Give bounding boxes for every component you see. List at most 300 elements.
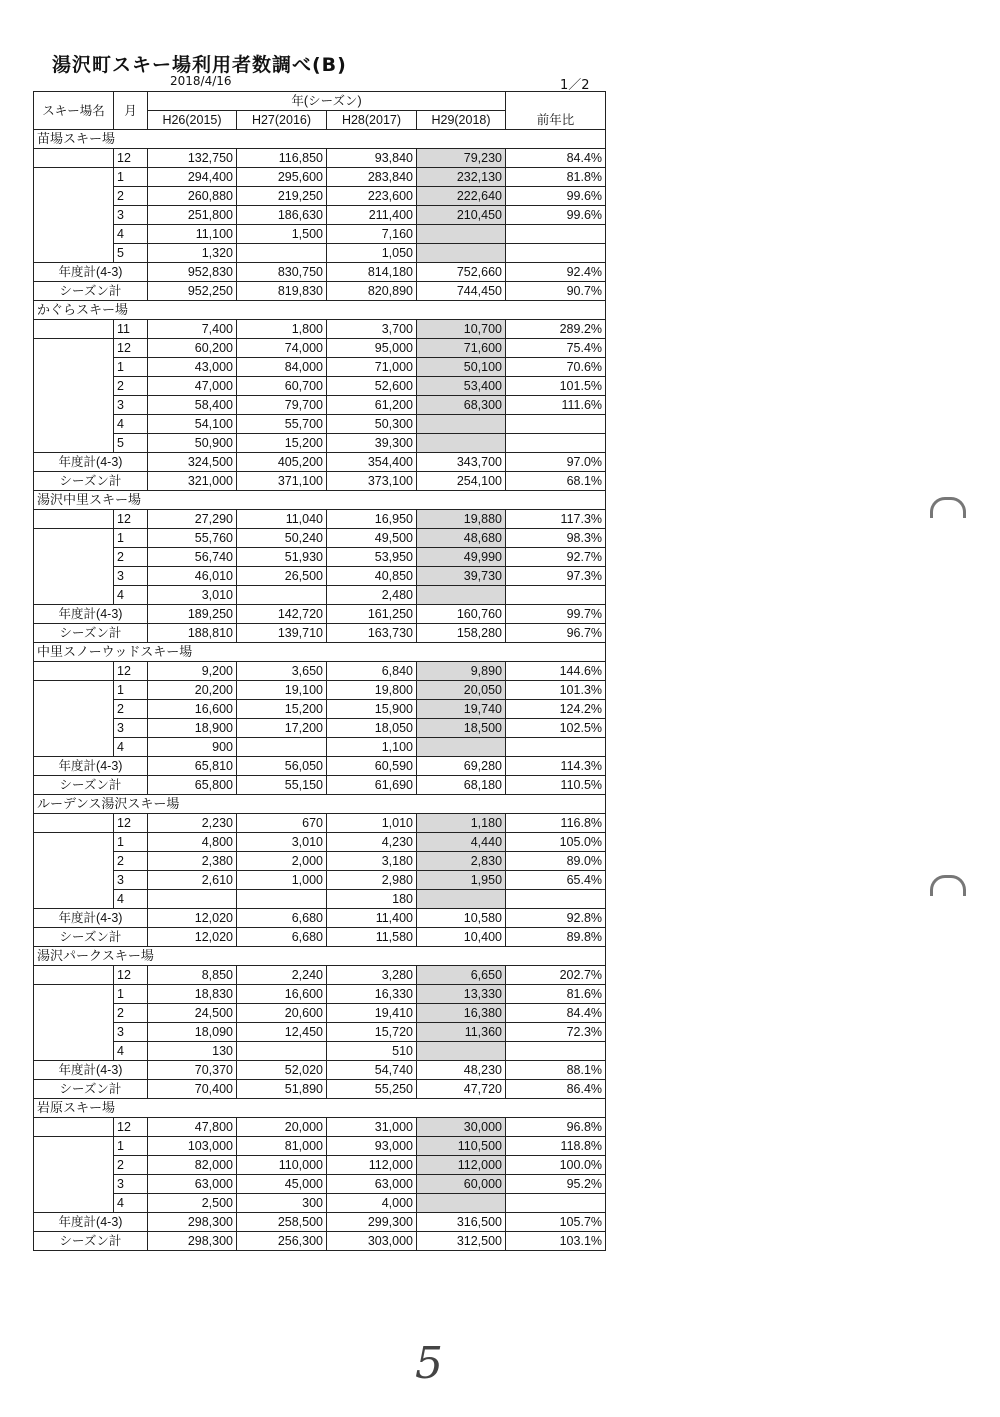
blank-cell [327,947,417,966]
total-cell: 163,730 [327,624,417,643]
total-cell: 158,280 [417,624,506,643]
total-cell: 139,710 [237,624,327,643]
month-row [34,586,606,605]
ratio-cell: 84.4% [506,149,606,168]
count-cell: 93,840 [327,149,417,168]
count-cell: 15,900 [327,700,417,719]
resort-spacer-cell [34,586,114,605]
count-cell: 110,500 [417,1137,506,1156]
count-cell: 27,290 [148,510,237,529]
count-cell: 1,100 [327,738,417,757]
blank-cell [417,795,506,814]
count-cell: 20,050 [417,681,506,700]
month-cell: 3 [114,206,148,225]
total-cell: 258,500 [237,1213,327,1232]
count-cell [237,244,327,263]
resort-name: 湯沢パークスキー場 [34,947,114,966]
month-cell: 5 [114,244,148,263]
total-cell: 298,300 [148,1232,237,1251]
header-resort: スキー場名 [34,92,114,130]
ski-usage-table [33,91,606,1251]
blank-cell [506,130,606,149]
fiscal-total-label: 年度計(4-3) [34,1213,148,1232]
count-cell: 2,980 [327,871,417,890]
ratio-cell [506,1194,606,1213]
blank-cell [114,1099,148,1118]
count-cell: 180 [327,890,417,909]
count-cell: 16,330 [327,985,417,1004]
count-cell: 19,100 [237,681,327,700]
report-date: 2018/4/16 [170,74,232,88]
resort-spacer-cell [34,833,114,852]
month-cell: 1 [114,1137,148,1156]
count-cell: 13,330 [417,985,506,1004]
ratio-cell: 101.5% [506,377,606,396]
count-cell [417,244,506,263]
ratio-cell [506,415,606,434]
count-cell: 11,100 [148,225,237,244]
count-cell: 47,000 [148,377,237,396]
ratio-cell: 75.4% [506,339,606,358]
fiscal-total-row [34,453,606,472]
resort-spacer-cell [34,567,114,586]
handwritten-page-mark: 5 [415,1338,443,1389]
total-cell: 56,050 [237,757,327,776]
blank-cell [506,947,606,966]
ratio-cell [506,244,606,263]
blank-cell [237,1099,327,1118]
resort-spacer-cell [34,1023,114,1042]
count-cell: 50,240 [237,529,327,548]
resort-header-row [34,947,606,966]
season-total-row [34,928,606,947]
header-year: H29(2018) [417,111,506,130]
header-ratio: 前年比 [506,111,606,130]
resort-spacer-cell [34,814,114,833]
count-cell [417,1194,506,1213]
count-cell: 3,650 [237,662,327,681]
count-cell: 40,850 [327,567,417,586]
count-cell [237,1042,327,1061]
count-cell: 11,360 [417,1023,506,1042]
ratio-cell: 97.3% [506,567,606,586]
month-row [34,1156,606,1175]
resort-name: 苗場スキー場 [34,130,114,149]
count-cell: 9,200 [148,662,237,681]
resort-spacer-cell [34,149,114,168]
count-cell: 17,200 [237,719,327,738]
resort-spacer-cell [34,700,114,719]
count-cell: 39,730 [417,567,506,586]
blank-cell [506,491,606,510]
total-cell: 161,250 [327,605,417,624]
total-cell: 65,810 [148,757,237,776]
blank-cell [148,130,237,149]
ratio-cell: 89.0% [506,852,606,871]
count-cell: 19,410 [327,1004,417,1023]
resort-spacer-cell [34,396,114,415]
ratio-cell: 124.2% [506,700,606,719]
month-cell: 3 [114,1175,148,1194]
month-row [34,510,606,529]
fiscal-total-row [34,757,606,776]
ratio-cell: 110.5% [506,776,606,795]
ratio-cell: 99.7% [506,605,606,624]
month-cell: 5 [114,434,148,453]
total-cell: 343,700 [417,453,506,472]
season-total-row [34,1080,606,1099]
count-cell [417,415,506,434]
month-row [34,206,606,225]
total-cell: 51,890 [237,1080,327,1099]
total-cell: 324,500 [148,453,237,472]
month-cell: 4 [114,738,148,757]
count-cell: 63,000 [327,1175,417,1194]
resort-spacer-cell [34,1137,114,1156]
month-row [34,358,606,377]
resort-spacer-cell [34,529,114,548]
count-cell: 63,000 [148,1175,237,1194]
count-cell: 19,880 [417,510,506,529]
count-cell [417,225,506,244]
ratio-cell: 144.6% [506,662,606,681]
count-cell: 20,000 [237,1118,327,1137]
season-total-label: シーズン計 [34,776,148,795]
document-title: 湯沢町スキー場利用者数調べ(B) [52,54,347,76]
season-total-label: シーズン計 [34,624,148,643]
month-cell: 11 [114,320,148,339]
ratio-cell: 68.1% [506,472,606,491]
season-total-label: シーズン計 [34,928,148,947]
count-cell: 260,880 [148,187,237,206]
total-cell: 952,830 [148,263,237,282]
month-cell: 2 [114,377,148,396]
blank-cell [417,947,506,966]
count-cell: 2,500 [148,1194,237,1213]
fiscal-total-label: 年度計(4-3) [34,757,148,776]
count-cell: 1,500 [237,225,327,244]
count-cell: 116,850 [237,149,327,168]
month-cell: 4 [114,225,148,244]
resort-spacer-cell [34,738,114,757]
count-cell [148,890,237,909]
blank-cell [506,643,606,662]
month-cell: 3 [114,1023,148,1042]
count-cell: 2,380 [148,852,237,871]
count-cell: 61,200 [327,396,417,415]
count-cell: 112,000 [327,1156,417,1175]
total-cell: 142,720 [237,605,327,624]
resort-header-row [34,491,606,510]
ratio-cell: 105.0% [506,833,606,852]
count-cell: 43,000 [148,358,237,377]
count-cell: 19,800 [327,681,417,700]
count-cell: 16,950 [327,510,417,529]
total-cell: 189,250 [148,605,237,624]
resort-spacer-cell [34,415,114,434]
month-cell: 3 [114,871,148,890]
total-cell: 55,250 [327,1080,417,1099]
ratio-cell: 99.6% [506,206,606,225]
fiscal-total-row [34,909,606,928]
month-row [34,567,606,586]
count-cell: 52,600 [327,377,417,396]
count-cell: 18,830 [148,985,237,1004]
blank-cell [114,130,148,149]
punch-hole-mark [930,875,966,896]
month-row [34,890,606,909]
resort-spacer-cell [34,510,114,529]
total-cell: 952,250 [148,282,237,301]
total-cell: 65,800 [148,776,237,795]
resort-name: かぐらスキー場 [34,301,114,320]
count-cell: 15,200 [237,434,327,453]
resort-spacer-cell [34,871,114,890]
month-row [34,529,606,548]
count-cell: 18,090 [148,1023,237,1042]
ratio-cell: 65.4% [506,871,606,890]
fiscal-total-row [34,605,606,624]
resort-spacer-cell [34,377,114,396]
blank-cell [506,301,606,320]
resort-spacer-cell [34,1042,114,1061]
count-cell: 11,040 [237,510,327,529]
count-cell: 211,400 [327,206,417,225]
count-cell: 58,400 [148,396,237,415]
count-cell: 24,500 [148,1004,237,1023]
fiscal-total-row [34,1061,606,1080]
ratio-cell: 116.8% [506,814,606,833]
count-cell: 16,600 [148,700,237,719]
count-cell: 1,950 [417,871,506,890]
count-cell: 71,000 [327,358,417,377]
month-cell: 1 [114,985,148,1004]
ratio-cell: 103.1% [506,1232,606,1251]
ratio-cell: 90.7% [506,282,606,301]
month-row [34,187,606,206]
count-cell: 84,000 [237,358,327,377]
total-cell: 68,180 [417,776,506,795]
ratio-cell [506,586,606,605]
count-cell: 39,300 [327,434,417,453]
resort-spacer-cell [34,1004,114,1023]
count-cell: 1,800 [237,320,327,339]
count-cell: 50,900 [148,434,237,453]
count-cell [417,586,506,605]
total-cell: 12,020 [148,928,237,947]
count-cell [417,1042,506,1061]
count-cell: 130 [148,1042,237,1061]
count-cell: 9,890 [417,662,506,681]
month-row [34,1004,606,1023]
season-total-row [34,1232,606,1251]
season-total-row [34,624,606,643]
count-cell: 46,010 [148,567,237,586]
ratio-cell: 84.4% [506,1004,606,1023]
month-cell: 3 [114,396,148,415]
month-cell: 12 [114,662,148,681]
ratio-cell: 88.1% [506,1061,606,1080]
count-cell: 1,320 [148,244,237,263]
total-cell: 820,890 [327,282,417,301]
resort-spacer-cell [34,1175,114,1194]
total-cell: 61,690 [327,776,417,795]
resort-name: 岩原スキー場 [34,1099,114,1118]
count-cell [237,890,327,909]
count-cell [417,890,506,909]
ratio-cell: 118.8% [506,1137,606,1156]
total-cell: 11,580 [327,928,417,947]
month-cell: 2 [114,700,148,719]
count-cell: 15,720 [327,1023,417,1042]
count-cell: 50,100 [417,358,506,377]
blank-cell [417,130,506,149]
count-cell: 900 [148,738,237,757]
month-cell: 4 [114,1042,148,1061]
resort-spacer-cell [34,339,114,358]
page-number: 1／2 [560,78,590,93]
ratio-cell [506,890,606,909]
total-cell: 54,740 [327,1061,417,1080]
count-cell [417,434,506,453]
count-cell: 48,680 [417,529,506,548]
ratio-cell: 97.0% [506,453,606,472]
ratio-cell [506,738,606,757]
total-cell: 6,680 [237,928,327,947]
punch-hole-mark [930,497,966,518]
count-cell: 3,180 [327,852,417,871]
count-cell: 53,950 [327,548,417,567]
month-row [34,396,606,415]
month-row [34,225,606,244]
blank-cell [237,301,327,320]
fiscal-total-row [34,1213,606,1232]
count-cell: 55,760 [148,529,237,548]
count-cell: 55,700 [237,415,327,434]
month-cell: 4 [114,1194,148,1213]
count-cell: 186,630 [237,206,327,225]
blank-cell [148,947,237,966]
count-cell: 68,300 [417,396,506,415]
ratio-cell: 81.6% [506,985,606,1004]
total-cell: 10,400 [417,928,506,947]
blank-cell [237,795,327,814]
month-cell: 1 [114,529,148,548]
count-cell: 7,160 [327,225,417,244]
month-row [34,852,606,871]
resort-spacer-cell [34,225,114,244]
total-cell: 299,300 [327,1213,417,1232]
total-cell: 316,500 [417,1213,506,1232]
month-row [34,244,606,263]
count-cell [237,586,327,605]
total-cell: 373,100 [327,472,417,491]
total-cell: 254,100 [417,472,506,491]
resort-spacer-cell [34,662,114,681]
count-cell: 93,000 [327,1137,417,1156]
count-cell: 1,010 [327,814,417,833]
season-total-label: シーズン計 [34,472,148,491]
ratio-cell: 96.8% [506,1118,606,1137]
blank-cell [327,130,417,149]
count-cell: 222,640 [417,187,506,206]
count-cell: 3,700 [327,320,417,339]
resort-spacer-cell [34,1118,114,1137]
count-cell: 50,300 [327,415,417,434]
fiscal-total-label: 年度計(4-3) [34,909,148,928]
blank-cell [417,491,506,510]
month-row [34,1023,606,1042]
month-row [34,985,606,1004]
month-row [34,681,606,700]
count-cell: 1,000 [237,871,327,890]
ratio-cell: 111.6% [506,396,606,415]
total-cell: 55,150 [237,776,327,795]
count-cell: 219,250 [237,187,327,206]
resort-name: ルーデンス湯沢スキー場 [34,795,114,814]
blank-cell [327,491,417,510]
ratio-cell: 92.7% [506,548,606,567]
month-row [34,548,606,567]
month-row [34,814,606,833]
count-cell: 1,180 [417,814,506,833]
season-total-label: シーズン計 [34,282,148,301]
count-cell: 16,600 [237,985,327,1004]
resort-spacer-cell [34,548,114,567]
count-cell: 15,200 [237,700,327,719]
fiscal-total-label: 年度計(4-3) [34,605,148,624]
total-cell: 814,180 [327,263,417,282]
month-cell: 2 [114,1156,148,1175]
resort-spacer-cell [34,320,114,339]
blank-cell [237,643,327,662]
header-ratio-top [506,92,606,111]
count-cell: 112,000 [417,1156,506,1175]
header-year: H26(2015) [148,111,237,130]
month-cell: 2 [114,187,148,206]
fiscal-total-label: 年度計(4-3) [34,453,148,472]
resort-spacer-cell [34,890,114,909]
count-cell: 47,800 [148,1118,237,1137]
blank-cell [237,947,327,966]
count-cell: 20,200 [148,681,237,700]
resort-spacer-cell [34,985,114,1004]
month-row [34,1137,606,1156]
total-cell: 354,400 [327,453,417,472]
total-cell: 6,680 [237,909,327,928]
resort-spacer-cell [34,244,114,263]
count-cell: 294,400 [148,168,237,187]
month-cell: 4 [114,415,148,434]
total-cell: 312,500 [417,1232,506,1251]
count-cell: 2,240 [237,966,327,985]
count-cell: 71,600 [417,339,506,358]
count-cell: 110,000 [237,1156,327,1175]
blank-cell [327,795,417,814]
month-cell: 1 [114,168,148,187]
resort-spacer-cell [34,966,114,985]
total-cell: 11,400 [327,909,417,928]
count-cell: 6,650 [417,966,506,985]
count-cell: 79,230 [417,149,506,168]
count-cell: 4,000 [327,1194,417,1213]
ratio-cell: 101.3% [506,681,606,700]
count-cell: 81,000 [237,1137,327,1156]
blank-cell [327,643,417,662]
count-cell: 210,450 [417,206,506,225]
count-cell: 18,500 [417,719,506,738]
count-cell: 54,100 [148,415,237,434]
